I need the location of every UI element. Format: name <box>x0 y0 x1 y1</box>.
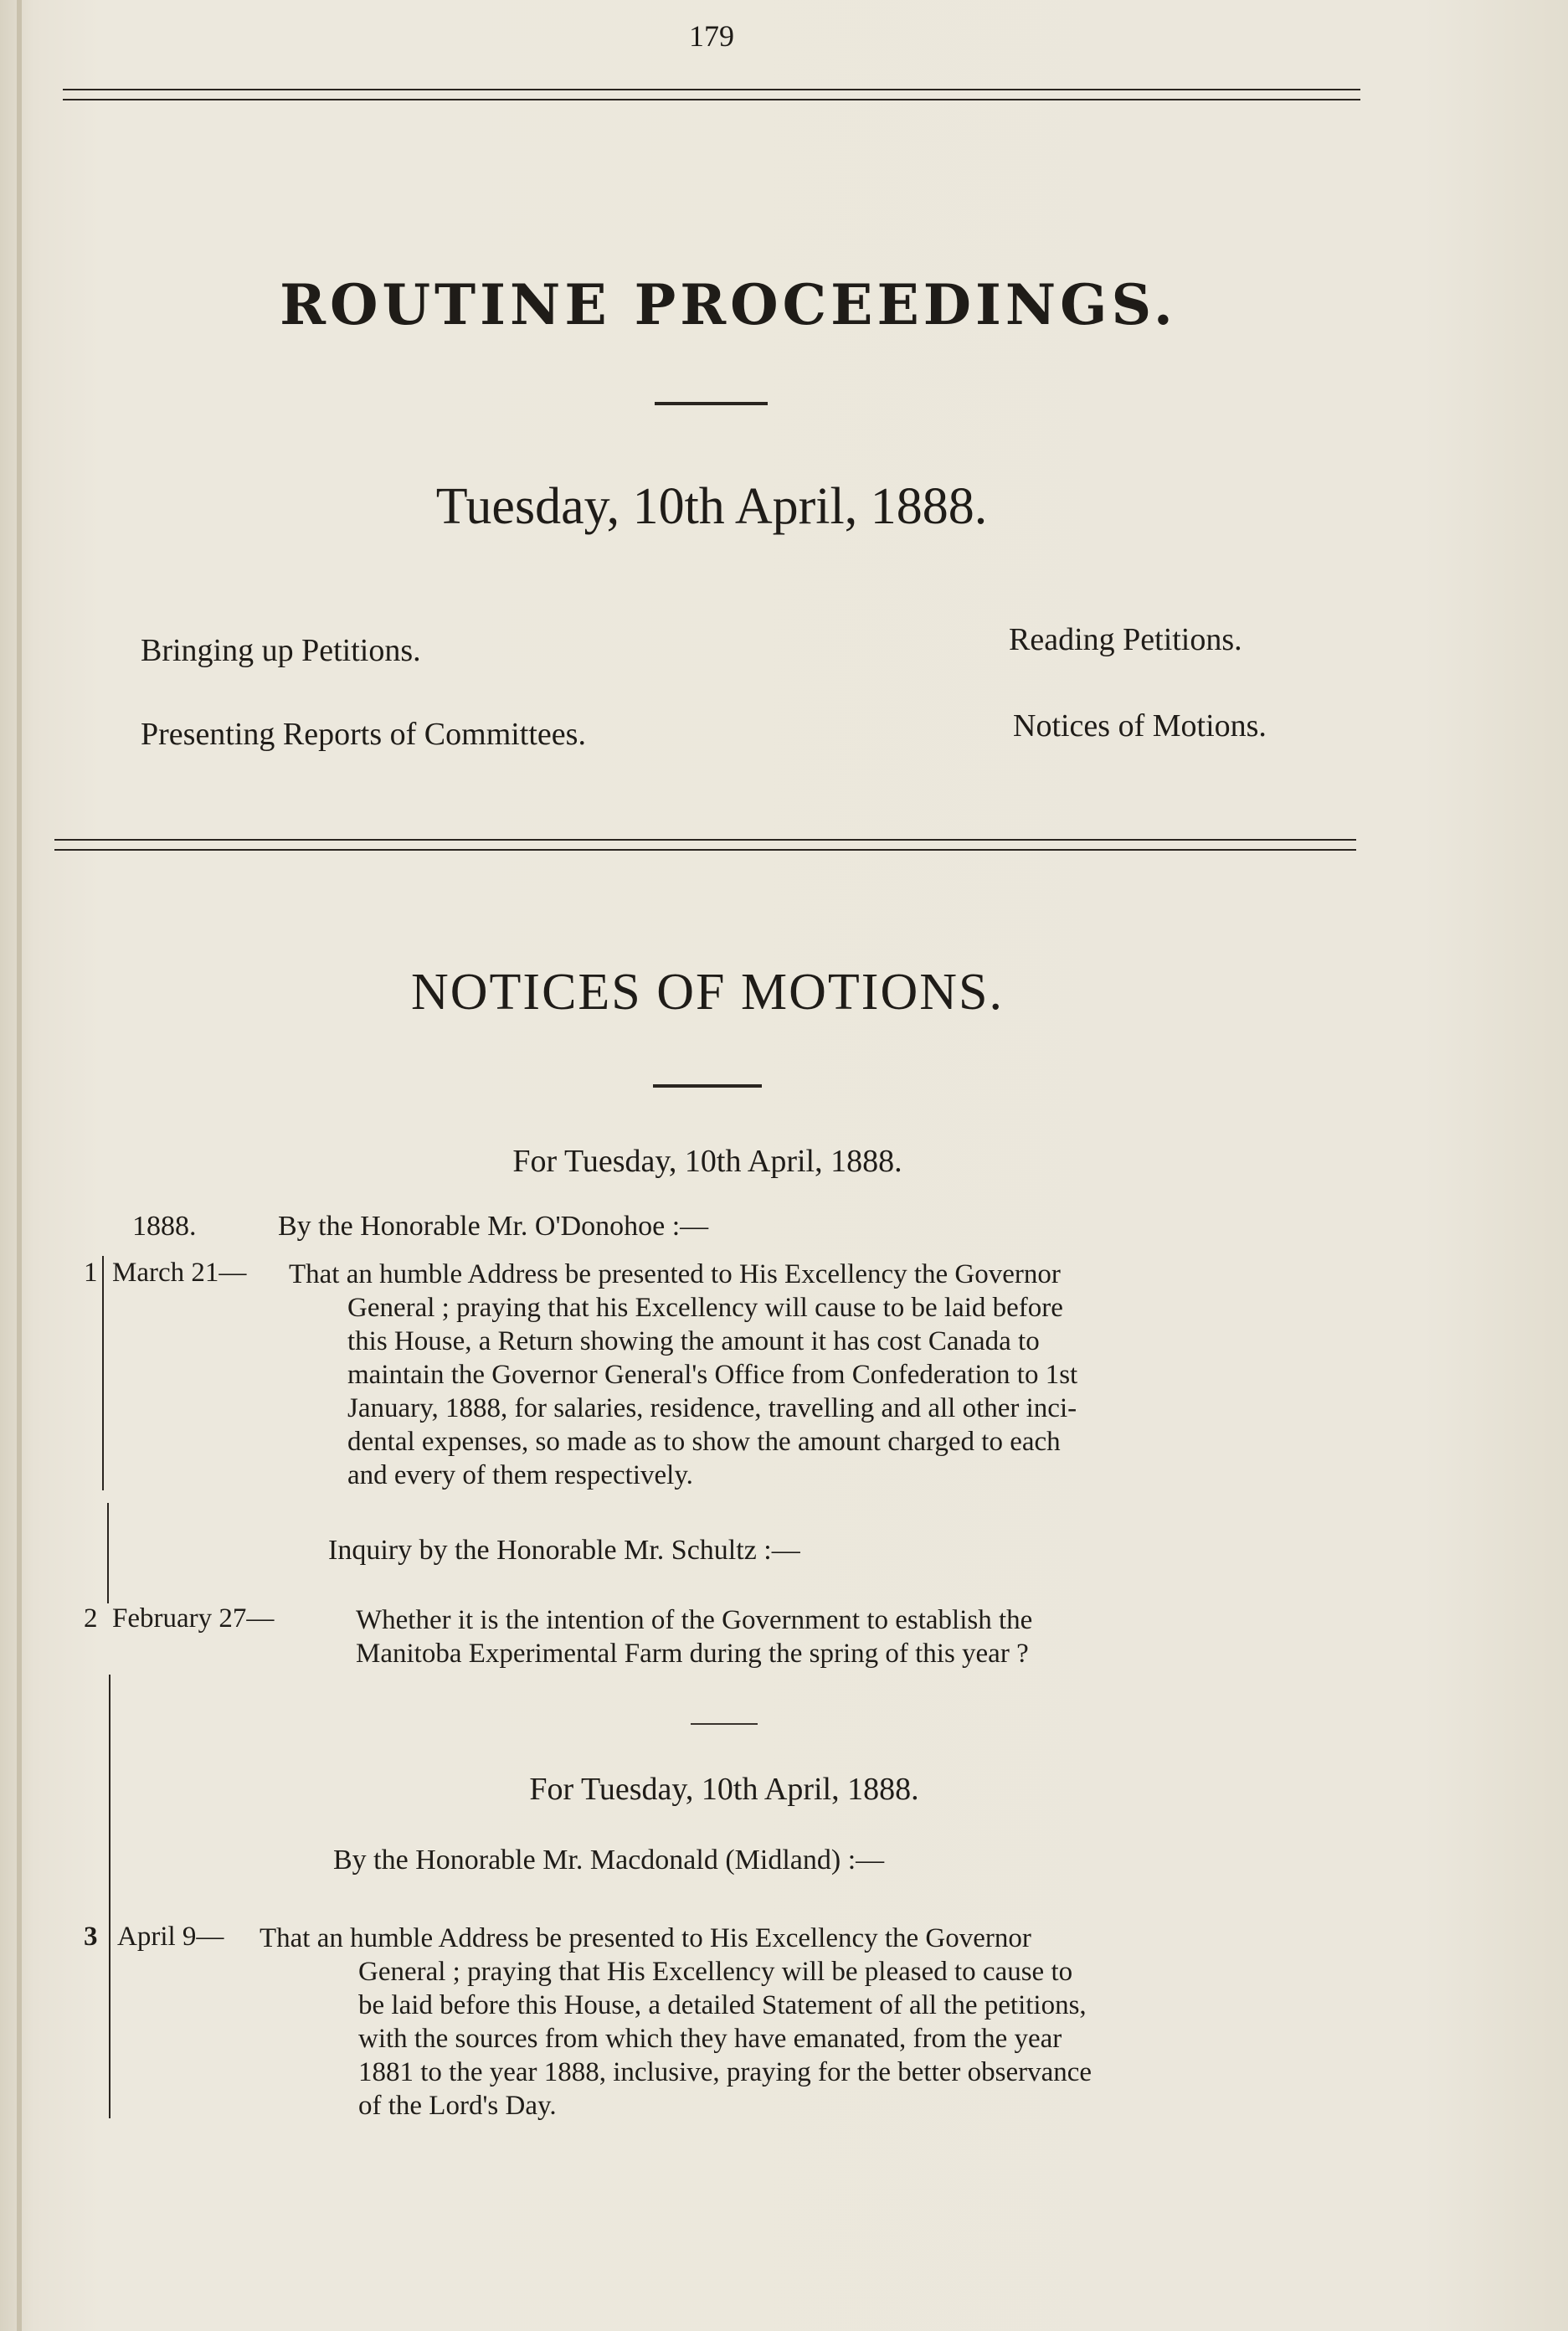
page-number: 179 <box>689 19 734 53</box>
motion-date: April 9— <box>117 1922 224 1952</box>
section-2-heading: For Tuesday, 10th April, 1888. <box>529 1772 919 1807</box>
section-separator <box>691 1723 758 1725</box>
inquiry-text-first-line: Whether it is the intention of the Government to establish the <box>356 1605 1033 1635</box>
motion-date: March 21— <box>112 1258 247 1288</box>
margin-rule-1 <box>102 1256 104 1490</box>
inquiry-date: February 27— <box>112 1603 275 1634</box>
top-double-rule <box>63 89 1360 100</box>
motion-number: 1 <box>84 1258 98 1288</box>
routine-proceedings-title: ROUTINE PROCEEDINGS. <box>280 272 1177 337</box>
motion-text-line: and every of them respectively. <box>347 1460 693 1490</box>
order-item-notices-of-motions: Notices of Motions. <box>1013 708 1267 744</box>
notices-of-motions-title: NOTICES OF MOTIONS. <box>411 964 1004 1021</box>
motion-text-line: with the sources from which they have emanated, from the year <box>358 2024 1062 2054</box>
section-1-heading: For Tuesday, 10th April, 1888. <box>512 1144 902 1179</box>
section-2-mover: By the Honorable Mr. Macdonald (Midland) :— <box>333 1845 885 1876</box>
title-underline <box>655 402 768 405</box>
motion-text-first-line: That an humble Address be presented to His Excellency the Governor <box>260 1923 1031 1953</box>
motion-text-line: maintain the Governor General's Office from Confederation to 1st <box>347 1360 1078 1390</box>
motion-text-line: 1881 to the year 1888, inclusive, praying for the better observance <box>358 2057 1092 2087</box>
order-item-presenting-reports: Presenting Reports of Committees. <box>141 717 586 752</box>
routine-date-heading: Tuesday, 10th April, 1888. <box>435 478 988 535</box>
motion-number: 3 <box>84 1922 98 1952</box>
motion-text-line: of the Lord's Day. <box>358 2091 557 2121</box>
notices-title-underline <box>653 1084 762 1088</box>
motion-text-line: this House, a Return showing the amount it has cost Canada to <box>347 1326 1040 1356</box>
middle-double-rule <box>54 839 1356 851</box>
order-item-reading-petitions: Reading Petitions. <box>1009 622 1242 657</box>
inquiry-number: 2 <box>84 1603 98 1634</box>
inquiry-text-line: Manitoba Experimental Farm during the spring of this year ? <box>356 1639 1029 1669</box>
margin-rule-3 <box>109 1675 111 2118</box>
motion-text-line: dental expenses, so made as to show the amount charged to each <box>347 1427 1061 1457</box>
margin-rule-2 <box>107 1503 109 1603</box>
motion-text-first-line: That an humble Address be presented to His Excellency the Governor <box>289 1259 1061 1289</box>
motion-text-line: General ; praying that His Excellency will be pleased to cause to <box>358 1957 1073 1987</box>
order-item-bringing-up-petitions: Bringing up Petitions. <box>141 633 421 668</box>
inquiry-heading: Inquiry by the Honorable Mr. Schultz :— <box>328 1535 800 1566</box>
motion-text-line: January, 1888, for salaries, residence, travelling and all other inci- <box>347 1393 1077 1423</box>
section-1-year: 1888. <box>132 1211 197 1242</box>
section-1-mover: By the Honorable Mr. O'Donohoe :— <box>278 1211 709 1242</box>
motion-text-line: be laid before this House, a detailed Statement of all the petitions, <box>358 1990 1087 2020</box>
motion-text-line: General ; praying that his Excellency will cause to be laid before <box>347 1293 1063 1323</box>
